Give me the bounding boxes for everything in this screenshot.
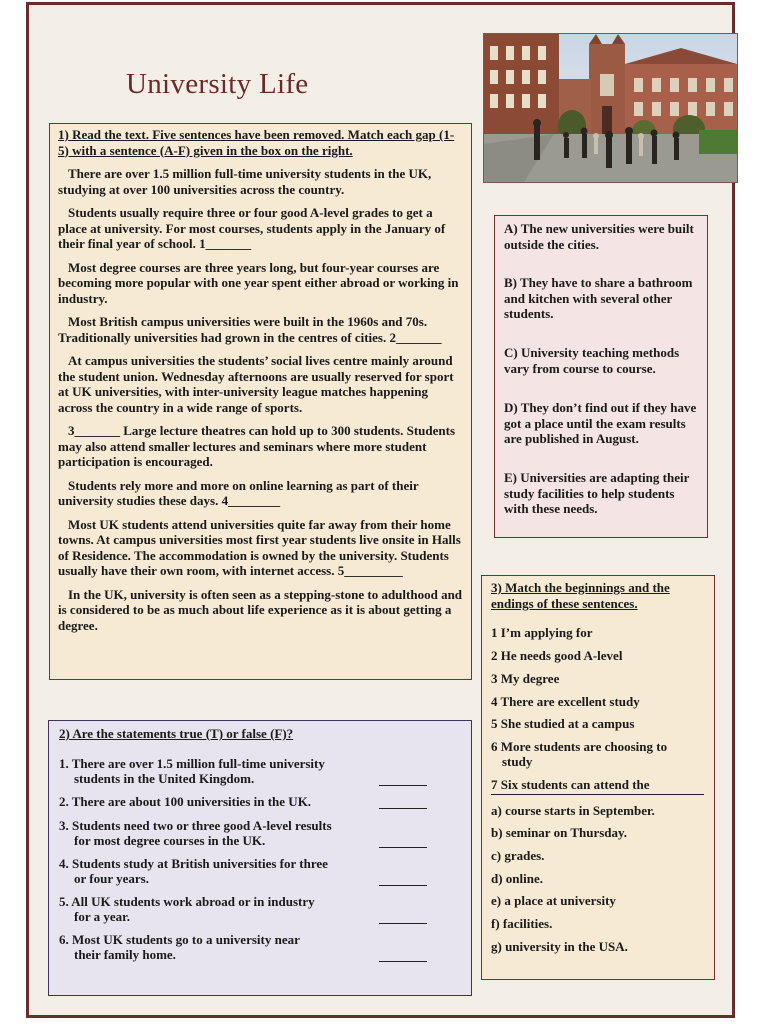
beginning-5: 5 She studied at a campus — [491, 716, 635, 731]
statement-3: 3. Students need two or three good A-level results for most degree courses in the UK. — [59, 818, 463, 848]
beginning-1: 1 I’m applying for — [491, 625, 593, 640]
ending-e: e) a place at university — [491, 893, 616, 908]
section3-heading: 3) Match the beginnings and the endings of these sentences. — [491, 580, 670, 611]
statement-5: 5. All UK students work abroad or in industry for a year. — [59, 894, 463, 924]
statement-1: 1. There are over 1.5 million full-time university students in the United Kingdom. — [59, 756, 463, 786]
option-d: D) They don’t find out if they have got a place until the exam results are published in August. — [504, 400, 697, 446]
ending-b: b) seminar on Thursday. — [491, 825, 628, 840]
paragraph-4: Most British campus universities were built in the 1960s and 70s. Traditionally universities had grown in the centres of cities. 2_______ — [58, 314, 442, 345]
answer-blank-1[interactable] — [379, 784, 427, 786]
paragraph-8: Most UK students attend universities quite far away from their home towns. At campus universities most first year students live onsite in Halls of Residence. The accommodation is owned by the university. Students usually have their own room, with internet access. 5_________ — [58, 516, 461, 578]
paragraph-3: Most degree courses are three years long, but four-year courses are becoming more popular with one year spent either abroad or working in industry. — [58, 259, 459, 306]
sentence-options-box — [494, 215, 708, 538]
page-title: University Life — [126, 68, 309, 100]
beginning-6-continued: study — [502, 754, 533, 769]
campus-photo — [483, 33, 738, 183]
answer-blank-5[interactable] — [379, 922, 427, 924]
ending-g: g) university in the USA. — [491, 939, 628, 954]
paragraph-9: In the UK, university is often seen as a stepping-stone to adulthood and is considered to be as much about life experience as it is about getting a degree. — [58, 586, 463, 633]
beginning-7: 7 Six students can attend the — [491, 777, 650, 792]
beginning-2: 2 He needs good A-level — [491, 648, 623, 663]
option-e: E) Universities are adapting their study facilities to help students with these needs. — [504, 470, 690, 516]
ending-d: d) online. — [491, 871, 544, 886]
paragraph-5: At campus universities the students’ social lives centre mainly around the student union. Wednesday afternoons are usually reserved for sport at UK universities, with inter-university league matches happening across the country in a wide range of sports. — [58, 353, 454, 415]
paragraph-7: Students rely more and more on online learning as part of their university studies these days. 4________ — [58, 477, 419, 508]
paragraph-1: There are over 1.5 million full-time university students in the UK, studying at over 100 universities across the country. — [58, 166, 432, 197]
option-c: C) University teaching methods vary from course to course. — [504, 345, 680, 376]
answer-blank-2[interactable] — [379, 807, 427, 809]
true-false-box — [48, 720, 472, 996]
divider-line — [491, 794, 704, 795]
paragraph-6: 3_______ Large lecture theatres can hold up to 300 students. Students may also attend smaller lectures and seminars where more student participation is encouraged. — [58, 423, 456, 469]
beginning-6: 6 More students are choosing to — [491, 739, 668, 754]
beginning-4: 4 There are excellent study — [491, 694, 640, 709]
section2-heading: 2) Are the statements true (T) or false (F)? — [59, 726, 294, 741]
option-a: A) The new universities were built outside the cities. — [504, 221, 694, 252]
statement-6: 6. Most UK students go to a university near their family home. — [59, 932, 463, 962]
section1-instruction: 1) Read the text. Five sentences have been removed. Match each gap (1-5) with a sentence (A-F) given in the box on the right. — [58, 127, 455, 158]
ending-a: a) course starts in September. — [491, 803, 655, 818]
ending-c: c) grades. — [491, 848, 545, 863]
campus-photo-illustration — [484, 34, 737, 182]
option-b: B) They have to share a bathroom and kitchen with several other students. — [504, 275, 693, 321]
reading-text-box — [49, 123, 472, 680]
beginning-3: 3 My degree — [491, 671, 560, 686]
statement-4: 4. Students study at British universities for three or four years. — [59, 856, 463, 886]
matching-box — [481, 575, 715, 980]
ending-f: f) facilities. — [491, 916, 553, 931]
answer-blank-4[interactable] — [379, 884, 427, 886]
answer-blank-6[interactable] — [379, 960, 427, 962]
answer-blank-3[interactable] — [379, 846, 427, 848]
statement-2: 2. There are about 100 universities in the UK. — [59, 794, 463, 809]
paragraph-2: Students usually require three or four good A-level grades to get a place at university. For most courses, students apply in the January of their final year of school. 1_______ — [58, 205, 446, 251]
